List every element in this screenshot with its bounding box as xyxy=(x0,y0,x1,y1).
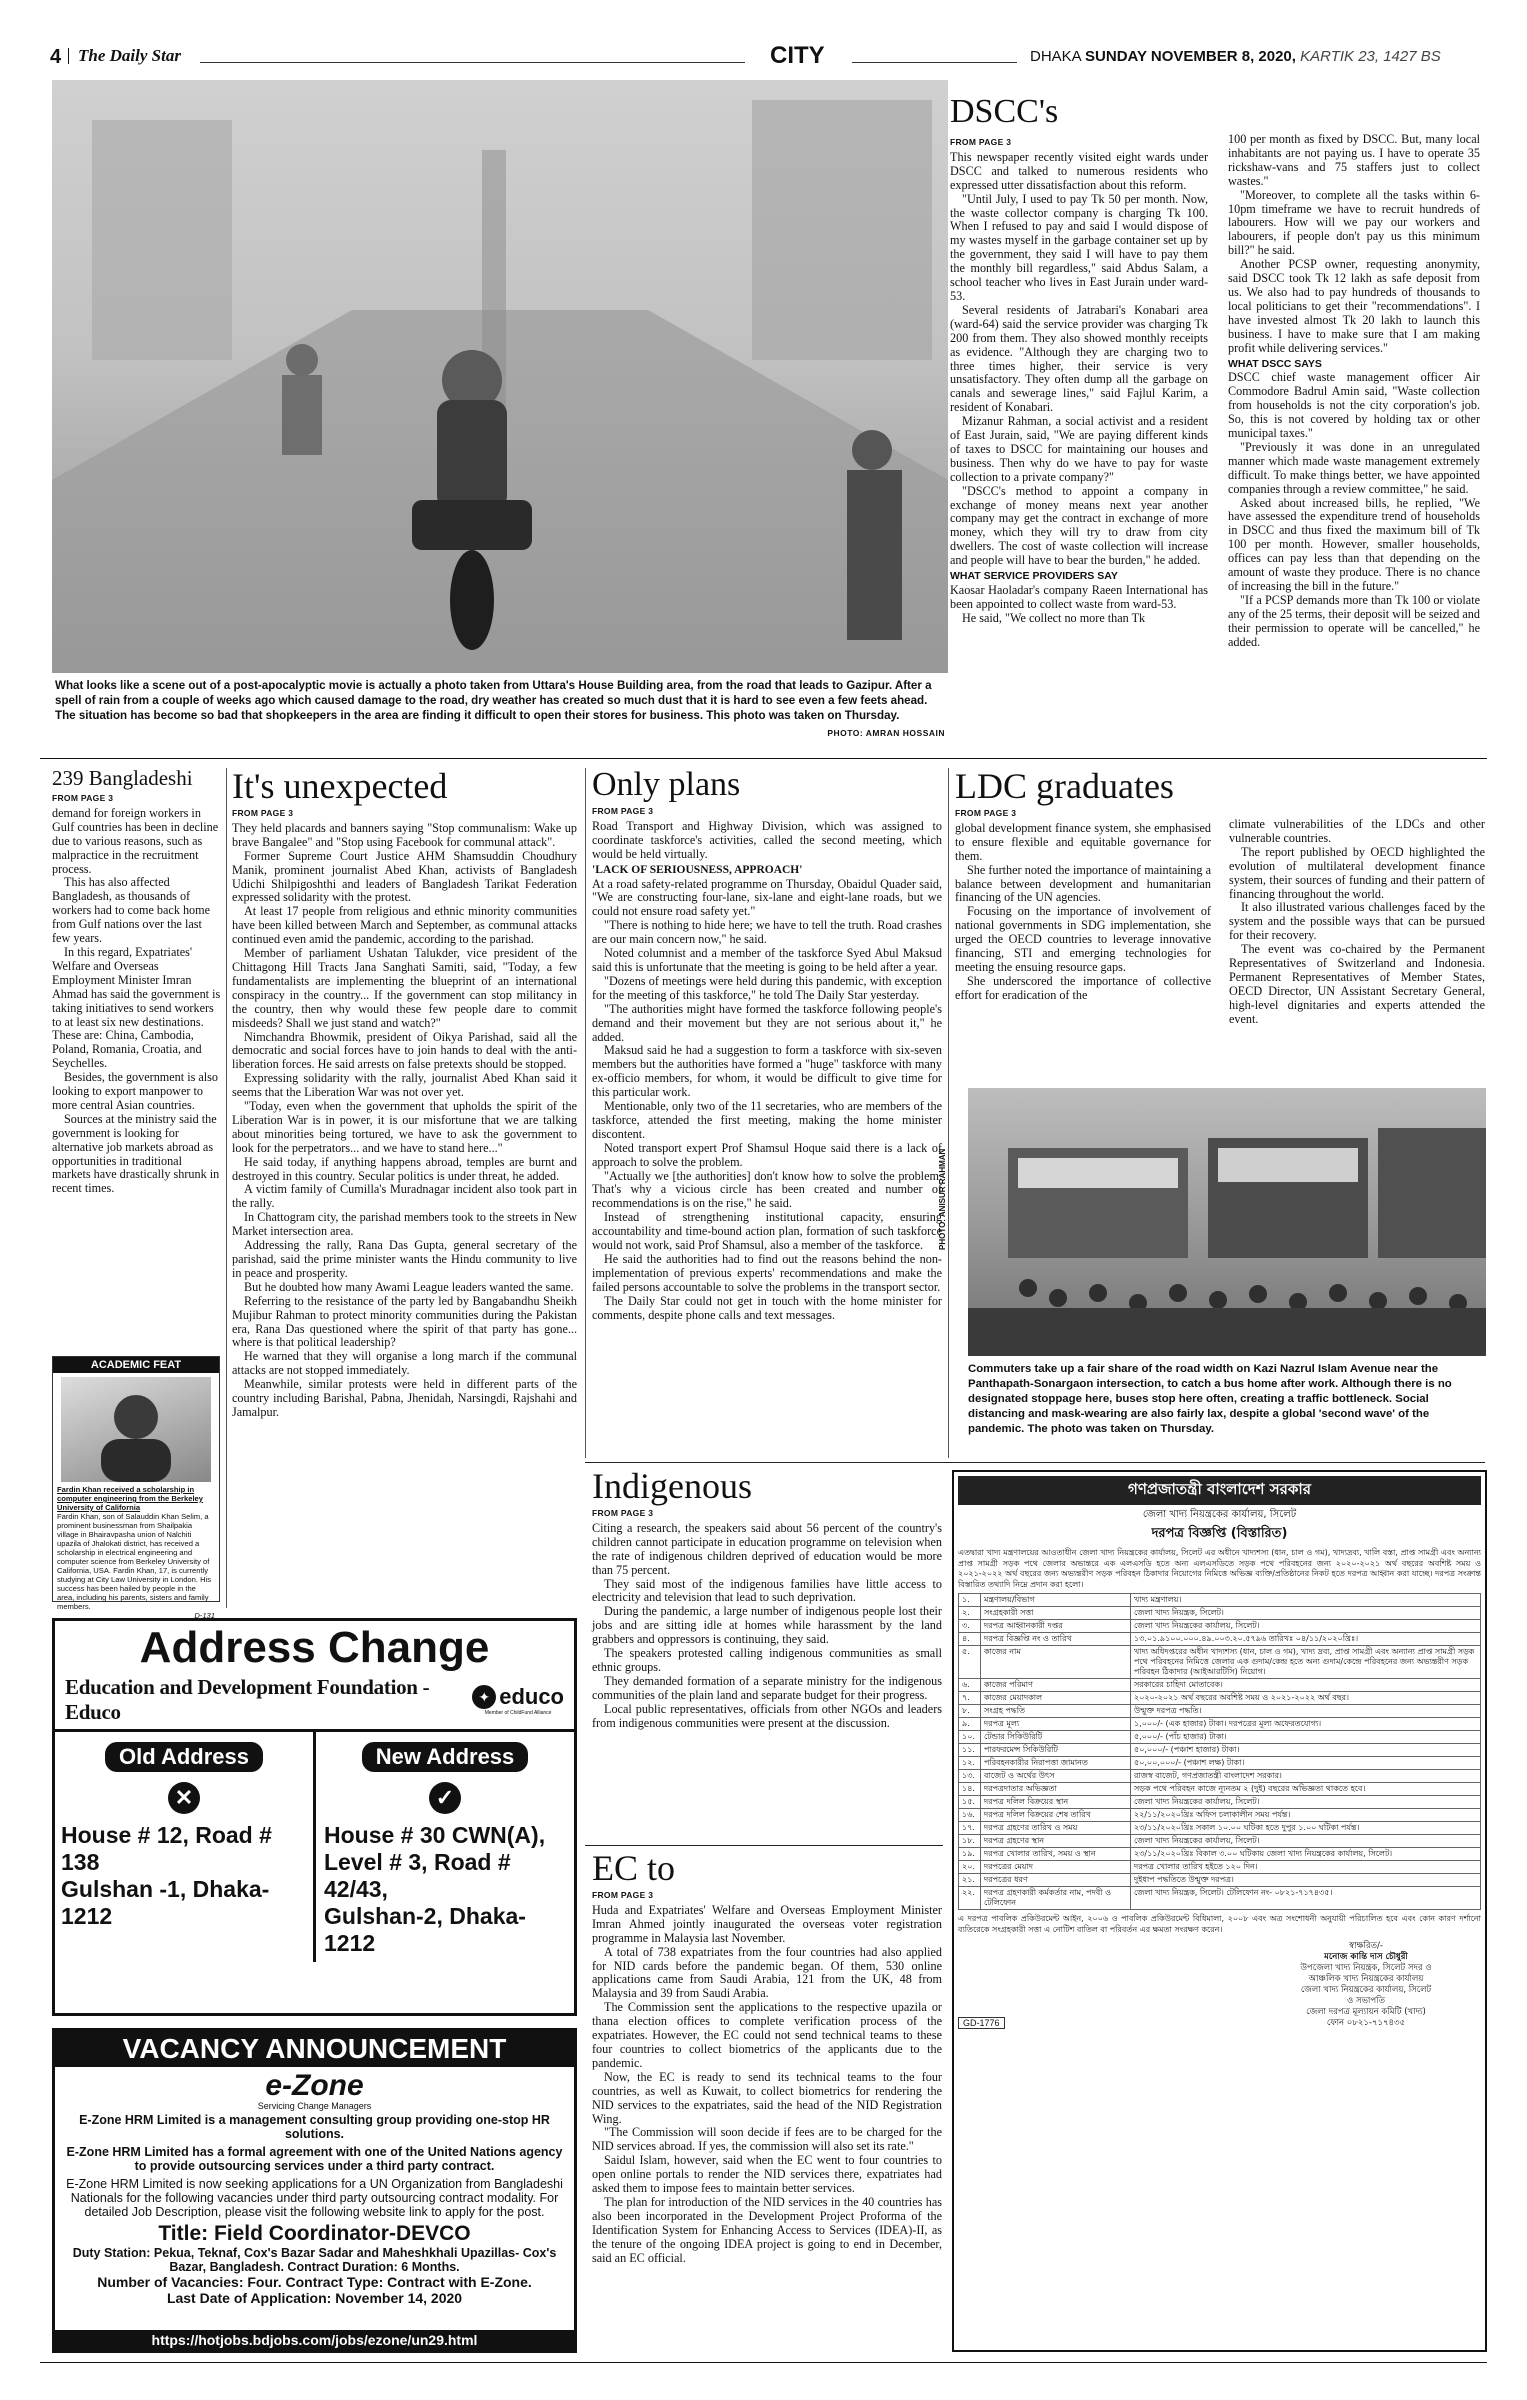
plans-para: Noted transport expert Prof Shamsul Hoque said there is a lack of approach to solve the problem. xyxy=(592,1140,942,1169)
tender-cell-value: জেলা খাদ্য নিয়ন্ত্রক, সিলেট। টেলিফোন নং- ০৮২১-৭১৭৪৩৫। xyxy=(1131,1887,1481,1910)
ldc-para: climate vulnerabilities of the LDCs and other vulnerable countries. xyxy=(1229,817,1485,845)
old-address-line: House # 12, Road # 138 xyxy=(61,1822,272,1875)
page-bottom-rule xyxy=(40,2362,1487,2363)
tender-row xyxy=(959,1731,1481,1744)
tender-cell-num: ১৭. xyxy=(959,1822,981,1835)
b239-para: Sources at the ministry said the government is looking for alternative job markets abroad as opportunities in traditional markets have drastically shrunk in recent times. xyxy=(52,1111,220,1196)
ecto-para: Saidul Islam, however, said when the EC went to four countries to open online portals to render the NID services there, expatriates had asked them to impose fees to maintain better services. xyxy=(592,2153,942,2196)
address-change-ad xyxy=(52,1618,577,2016)
tender-cell-value: সরকারের চাহিদা মোতাবেক। xyxy=(1131,1679,1481,1692)
address-ad-title: Address Change xyxy=(139,1623,490,1672)
lead-photo-caption xyxy=(55,678,945,741)
tender-row xyxy=(959,1874,1481,1887)
vacancy-para: E-Zone HRM Limited is now seeking applications for a UN Organization from Bangladeshi Nationals for the following vacancies under third party outsourcing contract modality. For detailed Job Description, please visit the following website link to apply for the post. xyxy=(66,2177,563,2219)
tender-cell-value: জেলা খাদ্য নিয়ন্ত্রকের কার্যালয়, সিলেট। xyxy=(1131,1835,1481,1848)
tender-row xyxy=(959,1692,1481,1705)
ldc-para: The event was co-chaired by the Permanent Representatives of Switzerland and Indonesia. Permanent Representatives of Member States, OECD Director, UN Assistant Secretary General, high-level dignitaries and experts attended the event. xyxy=(1229,942,1485,1026)
header-rule-left xyxy=(200,62,745,63)
b239-para: In this regard, Expatriates' Welfare and Overseas Employment Minister Imran Ahmad has said the government is taking initiatives to send workers to at least six new destinations. These are: China, Cambodia, Poland, Romania, Croatia, and Seychelles. xyxy=(52,944,221,1071)
ldc-para: The report published by OECD highlighted the evolution of multilateral development finance system, their sources of funding and their pattern of financing throughout the world. xyxy=(1229,844,1485,901)
b239-para: This has also affected Bangladesh, as thousands of workers had to come back home from Gulf nations over the last few years. xyxy=(52,875,211,946)
educo-tagline: Member of ChildFund Alliance xyxy=(484,1710,552,1716)
dscc-para: Asked about increased bills, he replied, "We have assessed the expenditure trend of households in DSCC and thus fixed the maximum bill of Tk 100 per month. However, smaller households, offices can pay less than that depending on the amount of waste they produce. There is no chance of increasing the bill in the future." xyxy=(1228,495,1480,593)
tender-row xyxy=(959,1620,1481,1633)
tender-cell-value: রাজস্ব বাজেট, গণপ্রজাতন্ত্রী বাংলাদেশ সরকার। xyxy=(1131,1770,1481,1783)
plans-para: Instead of strengthening institutional capacity, ensuring accountability and time-bound action plan, formation of such taskforce would not work, said Prof Shamsul, also a member of the taskforce. xyxy=(592,1210,942,1253)
tender-cell-label: কাজের নাম xyxy=(981,1646,1131,1679)
unexpected-from: FROM PAGE 3 xyxy=(232,808,294,818)
lead-photo-credit: PHOTO: AMRAN HOSSAIN xyxy=(827,728,945,738)
tender-row xyxy=(959,1679,1481,1692)
tender-cell-label: সংগ্রহকারী সত্তা xyxy=(981,1607,1131,1620)
tender-cell-num: ১২. xyxy=(959,1757,981,1770)
tender-cell-value: ৫,০০০/- (পাঁচ হাজার) টাকা। xyxy=(1131,1731,1481,1744)
tender-government: গণপ্রজাতন্ত্রী বাংলাদেশ সরকার xyxy=(958,1476,1481,1505)
page-header xyxy=(40,40,1487,72)
dscc-subhead: WHAT DSCC SAYS xyxy=(1228,357,1322,370)
feat-portrait xyxy=(61,1377,211,1482)
masthead-logo: The Daily Star xyxy=(78,46,181,65)
tender-cell-num: ২১. xyxy=(959,1874,981,1887)
ldc-para: She underscored the importance of collective effort for eradication of the xyxy=(955,973,1211,1002)
plans-para: "The authorities might have formed the taskforce following people's demand and their movement but they are not serious about it," he added. xyxy=(592,1001,942,1044)
dscc-col2 xyxy=(1228,133,1480,650)
tender-cell-num: ২. xyxy=(959,1607,981,1620)
tender-cell-num: ৬. xyxy=(959,1679,981,1692)
unexpected-para: In Chattogram city, the parishad members took to the streets in New Market intersection area. xyxy=(232,1210,577,1239)
tender-row xyxy=(959,1770,1481,1783)
plans-subhead: 'LACK OF SERIOUSNESS, APPROACH' xyxy=(592,863,803,876)
ecto-from: FROM PAGE 3 xyxy=(592,1890,654,1900)
tender-cell-value: ৫০,০০,০০০/- (পঞ্চাশ লক্ষ) টাকা। xyxy=(1131,1757,1481,1770)
feat-text: Fardin Khan, son of Salauddin Khan Selim, a prominent businessman from Shailpakia village in Bhairavpasha union of Nalchiti upazila of Jhalokati district, has received a scholarship in electrical engineering and computer science from Berkeley University of California, USA. Fardin Khan, 17, is currently studying at City Law University in London. His success has been hailed by people in the area, including his parents, sisters and family members. xyxy=(57,1512,212,1611)
tender-row xyxy=(959,1607,1481,1620)
indigenous-para: The speakers protested calling indigenous communities as small ethnic groups. xyxy=(592,1646,942,1674)
tender-cell-label: দরপত্র আহ্বানকারী দপ্তর xyxy=(981,1620,1131,1633)
tender-cell-value: ৫০,০০০/- (পঞ্চাশ হাজার) টাকা। xyxy=(1131,1744,1481,1757)
col-divider xyxy=(585,768,586,1458)
plans-para: "Actually we [the authorities] don't know how to solve the problem. That's why a vicious circle has been created and number of recommendations is on the rise," he said. xyxy=(592,1168,942,1211)
tender-cell-num: ৮. xyxy=(959,1705,981,1718)
tender-cell-num: ১৫. xyxy=(959,1796,981,1809)
plans-body xyxy=(592,805,942,1323)
b239-para: Besides, the government is also looking to export manpower to more central Asian countries. xyxy=(52,1070,219,1112)
tender-cell-label: দরপত্র মূল্য xyxy=(981,1718,1131,1731)
article-its-unexpected xyxy=(232,768,577,1420)
signature-line: ফোন ০৮২১-৭১৭৪৩৫ xyxy=(1326,2018,1406,2028)
academic-feat-box xyxy=(52,1356,220,1620)
tender-intro: এতদ্বারা খাদ্য মন্ত্রণালয়ের আওতাধীন জেলা খাদ্য নিয়ন্ত্রকের কার্যালয়, সিলেট এর অধীনে খাদ্যশস্য (ধান, চাল ও গম), খাদ্যদ্রব্য, খালি বস্তা, প্রাপ্ত সামগ্রী এবং অন্যান্য প্রাপ্ত সামগ্রী সড়ক পথে জেলার অভ্যন্তরে এক এলএসডি হতে অন্য এলএসডিতে সড়ক পথে পরিবহনের জন্য ২০২০-২০২১ অর্থ বছরের অবশিষ্ট সময় ও ২০২১-২০২২ অর্থ বছরের জন্য অভ্যন্তরীণ সড়ক পরিবহন ঠিকাদার নিয়োগের নিমিত্তে অভিজ্ঞ ব্যক্তি/প্রতিষ্ঠানের নিকট হতে দরপত্র আহ্বান করা যাচ্ছে। দরপত্র সংক্রান্ত বিস্তারিত তথ্যাদি নিম্নে প্রদান করা হলো। xyxy=(958,1548,1481,1589)
tender-cell-num: ১৯. xyxy=(959,1848,981,1861)
ecto-para: Huda and Expatriates' Welfare and Overseas Employment Minister Imran Ahmed jointly inaugurated the overseas voter registration programme in Malaysia last November. xyxy=(592,1902,942,1945)
tender-row xyxy=(959,1705,1481,1718)
plans-para: At a road safety-related programme on Thursday, Obaidul Quader said, "We are constructing four-lane, six-lane and eight-lane roads, but we could not ensure road safety yet." xyxy=(592,876,942,919)
tender-cell-label: বাজেট ও অর্থের উৎস xyxy=(981,1770,1131,1783)
plans-para: Mentionable, only two of the 11 secretaries, who are members of the taskforce, attended the first meeting, making the home minister discontent. xyxy=(592,1099,942,1141)
signature-line: উপজেলা খাদ্য নিয়ন্ত্রক, সিলেট সদর ও xyxy=(1300,1963,1432,1973)
dscc-para: Another PCSP owner, requesting anonymity, said DSCC took Tk 12 lakh as safe deposit from us. We also had to pay hundreds of thousands to local politicians to get their "recommendations". I have invested almost Tk 20 lakh to launch this business. I have to make sure that I am making profit while delivering services." xyxy=(1228,257,1480,355)
dateline xyxy=(1030,48,1441,65)
tender-row xyxy=(959,1887,1481,1910)
dscc-para: "If a PCSP demands more than Tk 100 or violate any of the 25 terms, their deposit will be seized and their permission to operate will be cancelled," he added. xyxy=(1228,592,1480,649)
unexpected-headline: It's unexpected xyxy=(232,766,448,806)
dscc-from: FROM PAGE 3 xyxy=(950,137,1012,147)
tender-cell-num: ২০. xyxy=(959,1861,981,1874)
indigenous-para: They said most of the indigenous families have little access to electricity and television that lead to such deprivation. xyxy=(592,1576,942,1605)
tender-cell-value: ২৩/১১/২০২০খ্রিঃ সকাল ১০.০০ ঘটিকা হতে দুপুর ১.০০ ঘটিকা পর্যন্ত। xyxy=(1131,1822,1481,1835)
dscc-para: Mizanur Rahman, a social activist and a resident of East Jurain, said, "We are paying different kinds of taxes to DSCC for maintaining our houses and business. Then why do we have to pay for waste collection to a private company?" xyxy=(950,414,1208,484)
ldc-para: global development finance system, she emphasised to ensure flexible and equitable governance for them. xyxy=(955,820,1211,863)
vacancy-para: E-Zone HRM Limited has a formal agreement with one of the United Nations agency to provide outsourcing services under a third party contract. xyxy=(66,2145,563,2173)
address-ad-org: Education and Development Foundation - Educo xyxy=(65,1675,430,1724)
dateline-city: DHAKA xyxy=(1030,48,1086,65)
plans-para: "Dozens of meetings were held during this pandemic, with exception for the meeting of this taskforce," he told The Daily Star yesterday. xyxy=(592,973,942,1002)
ldc-col2 xyxy=(1229,804,1485,1027)
dscc-para: "Until July, I used to pay Tk 50 per month. Now, the waste collector company is charging Tk 100. When I refused to pay and said I would dispose of my wastes myself in the garbage container set up by the government, they said I will have to pay them the monthly bill regardless," said Abdus Salam, a school teacher who lives in East Jurain under ward-53. xyxy=(950,191,1208,303)
tender-cell-label: পরিবহনকারীর নিরাপত্তা জামানত xyxy=(981,1757,1131,1770)
old-address-panel xyxy=(55,1732,313,1962)
unexpected-para: "Today, even when the government that upholds the spirit of the Liberation War is in power, it is our misfortune that we are talking about minorities being tortured, we have to ask the government to look for the perpetrators... and we have to stand here..." xyxy=(232,1099,577,1155)
indigenous-para: During the pandemic, a large number of indigenous people lost their jobs and are sitting idle at homes while harassment by the land grabbers and oppressors is continuing, they said. xyxy=(592,1604,942,1647)
unexpected-para: Former Supreme Court Justice AHM Shamsuddin Choudhury Manik, prominent journalist Abed Khan, activists of Bangladesh Udichi Shilpigoshthi and leaders of Bangladesh Tarikat Federation expressed solidarity with the protest. xyxy=(232,848,577,905)
plans-para: Maksud said he had a suggestion to form a taskforce with six-seven members but the authorities have formed a "huge" taskforce with many ex-officio members, for whom, it would be difficult to give time for this particular work. xyxy=(592,1043,942,1100)
article-239-bangladeshi xyxy=(52,768,222,1196)
educo-logo xyxy=(472,1684,564,1716)
tender-cell-label: কাজের পরিমাণ xyxy=(981,1679,1131,1692)
vacancy-last-date: Last Date of Application: November 14, 2020 xyxy=(166,2290,463,2306)
tender-row xyxy=(959,1796,1481,1809)
signature-line: মনোজ কান্তি দাস চৌধুরী xyxy=(1324,1952,1408,1962)
ecto-para: "The Commission will soon decide if fees are to be charged for the NID services abroad. If yes, the commission will also set its rate." xyxy=(592,2125,942,2154)
tender-cell-value: জেলা খাদ্য নিয়ন্ত্রকের কার্যালয়, সিলেট। xyxy=(1131,1620,1481,1633)
dscc-para: "Previously it was done in an unregulated manner which made waste management extremely difficult. To make things better, we have appointed companies through a review committee," he said. xyxy=(1228,439,1480,496)
plans-para: He said the authorities had to find out the reasons behind the non-implementation of previous experts' recommendations and make the failed persons accountable to solve the problems in the transport sector. xyxy=(592,1252,942,1294)
tender-row xyxy=(959,1646,1481,1679)
tender-cell-value: খাদ্য মন্ত্রণালয়। xyxy=(1131,1594,1481,1607)
signature-line: স্বাক্ষরিত/- xyxy=(1349,1941,1383,1951)
tender-cell-value: জেলা খাদ্য নিয়ন্ত্রকের কার্যালয়, সিলেট। xyxy=(1131,1796,1481,1809)
ldc-para: She further noted the importance of maintaining a balance between development and humanitarian financing of the UN agencies. xyxy=(955,862,1211,905)
section-name: CITY xyxy=(770,42,825,69)
b239-from: FROM PAGE 3 xyxy=(52,793,114,803)
vacancy-ad xyxy=(52,2028,577,2353)
new-address-panel xyxy=(316,1732,574,1962)
bus-photo-caption: Commuters take up a fair share of the road width on Kazi Nazrul Islam Avenue near the Panthapath-Sonargaon intersection, to catch a bus home after work. Although there is no designated stoppage here, buses stop here often, creating a traffic bottleneck. Social distancing and mask-wearing are also fairly lax, despite a global 'second wave' of the pandemic. The photo was taken on Thursday. xyxy=(968,1363,1452,1435)
tender-cell-label: দরপত্র বিজ্ঞপ্তি নং ও তারিখ xyxy=(981,1633,1131,1646)
tender-cell-num: ২২. xyxy=(959,1887,981,1910)
plans-para: The Daily Star could not get in touch with the home minister for comments, despite phone calls and text messages. xyxy=(592,1293,942,1322)
bus-crowd-illustration xyxy=(968,1088,1486,1356)
tender-cell-num: ১. xyxy=(959,1594,981,1607)
vacancy-job-title: Title: Field Coordinator-DEVCO xyxy=(158,2222,471,2245)
indigenous-from: FROM PAGE 3 xyxy=(592,1508,654,1518)
signature-line: আঞ্চলিক খাদ্য নিয়ন্ত্রকের কার্যালয় xyxy=(1308,1974,1424,1984)
ecto-para: A total of 738 expatriates from the four countries had also applied for NID cards before the pandemic began. Of them, 530 online applications came from Saudi Arabia, 121 from the UK, 48 from Malaysia and 39 from Saudi Arabia. xyxy=(592,1944,942,2001)
unexpected-para: He warned that they will organise a long march if the communal attacks are not stopped immediately. xyxy=(232,1349,577,1378)
unexpected-para: Member of parliament Ushatan Talukder, vice president of the Chittagong Hill Tracts Jana Sanghati Samiti, said, "Today, a few fundamentalists are implementing the blueprint of an international conspiracy in the country... If the government can stop militancy in the country, then why would these few people dare to commit misdeeds? Shall we just stand and watch?" xyxy=(232,946,577,1030)
tender-cell-label: দরপত্রের ধরণ xyxy=(981,1874,1131,1887)
new-address-label: New Address xyxy=(362,1742,529,1772)
header-divider xyxy=(68,48,69,64)
ecto-headline: EC to xyxy=(592,1848,676,1888)
ecto-para: The Commission sent the applications to the respective upazila or thana election offices to complete verification process of the expatriates. However, the EC could not send technical teams to these four countries to collect biometrics of the applicants due to the pandemic. xyxy=(592,2000,942,2070)
dscc-para: 100 per month as fixed by DSCC. But, many local inhabitants are not paying us. I have to operate 35 rickshaw-vans and 75 staffers just to collect wastes." xyxy=(1228,132,1480,188)
vacancy-number: Number of Vacancies: Four. Contract Type: Contract with E-Zone. xyxy=(97,2274,532,2290)
tender-cell-label: দরপত্র গ্রহণকারী কর্মকর্তার নাম, পদবী ও টেলিফোন xyxy=(981,1887,1131,1910)
dscc-col1 xyxy=(950,133,1208,650)
unexpected-para: Nimchandra Bhowmik, president of Oikya Parishad, said all the democratic and social forces have to join hands to deal with the anti-liberation forces. He said arrests on false pretexts should be stopped. xyxy=(232,1029,577,1072)
educo-wordmark: educo xyxy=(499,1684,564,1709)
tender-row xyxy=(959,1809,1481,1822)
plans-headline: Only plans xyxy=(592,766,741,803)
unexpected-para: Referring to the resistance of the party led by Bangabandhu Sheikh Mujibur Rahman to protect minority communities during the Pakistan era, Rana Das questioned where the spirit of that party has gone... where is that political leadership? xyxy=(232,1293,577,1350)
b239-body xyxy=(52,792,222,1196)
dusty-road-illustration xyxy=(52,80,948,673)
signature-line: জেলা খাদ্য নিয়ন্ত্রকের কার্যালয়, সিলেট xyxy=(1300,1985,1432,1995)
new-address-line: Level # 3, Road # 42/43, xyxy=(324,1849,511,1902)
unexpected-para: At least 17 people from religious and ethnic minority communities have been killed between March and September, as communal attacks continued even amid the pandemic, according to the parishad. xyxy=(232,904,577,947)
tender-cell-label: সংগ্রহ পদ্ধতি xyxy=(981,1705,1131,1718)
tender-cell-num: ৯. xyxy=(959,1718,981,1731)
tender-cell-value: জেলা খাদ্য নিয়ন্ত্রক, সিলেট। xyxy=(1131,1607,1481,1620)
tender-row xyxy=(959,1835,1481,1848)
ecto-para: Now, the EC is ready to send its technical teams to the four countries, as well as Kuwait, to collect biometrics for rendering the NID services to the expatriates, said the head of the NID Registration Wing. xyxy=(592,2069,942,2126)
dscc-subhead: WHAT SERVICE PROVIDERS SAY xyxy=(950,570,1118,583)
tender-cell-value: দরপত্র খোলার তারিখ হইতে ১২০ দিন। xyxy=(1131,1861,1481,1874)
vacancy-para: E-Zone HRM Limited is a management consulting group providing one-stop HR solutions. xyxy=(79,2113,550,2141)
tender-cell-value: সড়ক পথে পরিবহন কাজে ন্যূনতম ২ (দুই) বছরের অভিজ্ঞতা থাকতে হবে। xyxy=(1131,1783,1481,1796)
vacancy-title: VACANCY ANNOUNCEMENT xyxy=(55,2031,574,2067)
tender-code: GD-1776 xyxy=(958,2017,1005,2029)
tender-cell-num: ১০. xyxy=(959,1731,981,1744)
ezone-logo xyxy=(55,2071,574,2111)
ezone-tagline: Servicing Change Managers xyxy=(257,2101,372,2111)
ecto-body xyxy=(592,1889,942,2265)
new-address-line: Gulshan-2, Dhaka-1212 xyxy=(324,1903,526,1956)
tender-row xyxy=(959,1757,1481,1770)
tender-cell-num: ১১. xyxy=(959,1744,981,1757)
unexpected-para: They held placards and banners saying "Stop communalism: Wake up brave Bangalee" and "Stop using Facebook for communal attack". xyxy=(232,820,577,849)
dscc-para: Several residents of Jatrabari's Konabari area (ward-64) said the service provider was charging Tk 200 from them. They also showed monthly receipts as evidence. "Although they are charging two to three times higher, their service is very unsatisfactory. They often dump all the garbage on canals and sewerage lines," said Fajlul Karim, a resident of Konabari. xyxy=(950,302,1208,415)
tender-notice xyxy=(952,1470,1487,2352)
lead-photo xyxy=(52,80,948,673)
tender-cell-num: ১৩. xyxy=(959,1770,981,1783)
indigenous-para: Local public representatives, officials from other NGOs and leaders from indigenous communities were present at the discussion. xyxy=(592,1701,942,1730)
lead-caption-text: What looks like a scene out of a post-apocalyptic movie is actually a photo taken from Uttara's House Building area, from the road that leads to Gazipur. After a spell of rain from a couple of weeks ago which caused damage to the road, dry weather has created so much dust that it is hard to see even a few feets ahead. The situation has become so bad that shopkeepers in the area are finding it difficult to open their stores for business. This photo was taken on Thursday. xyxy=(55,679,932,722)
bus-photo-credit: PHOTO: ANISUR RAHMAN xyxy=(938,1148,947,1250)
unexpected-para: He said today, if anything happens abroad, temples are burnt and destroyed in this country. Secular politics is under threat, he added. xyxy=(232,1154,577,1183)
tender-cell-value: খাদ্য অধিদপ্তরের অধীন খাদ্যশস্য (ধান, চাল ও গম), খাদ্য দ্রব্য, প্রাপ্ত সামগ্রী এবং অন্যান্য প্রাপ্ত সামগ্রী সড়ক পথে পরিবহনের নিমিত্তে জেলার এক গুদাম/কেন্দ্র হতে অন্য গুদাম/কেন্দ্রে পরিবহনের জন্য অভ্যন্তরীণ সড়ক পরিবহন ঠিকাদার (আইআরটিসি) নিয়োগ। xyxy=(1131,1646,1481,1679)
tender-row xyxy=(959,1633,1481,1646)
unexpected-para: A victim family of Cumilla's Muradnagar incident also took part in the rally. xyxy=(232,1182,577,1211)
tender-cell-num: ৭. xyxy=(959,1692,981,1705)
dscc-para: "DSCC's method to appoint a company in exchange of money means next year another company may get the contract in exchange of more money, which they will try to draw from city dwellers. The cost of waste collection will increase and people will have to bear the burden," he added. xyxy=(950,483,1208,568)
article-only-plans xyxy=(592,768,942,1323)
article-indigenous xyxy=(592,1468,942,1731)
article-ldc-graduates xyxy=(955,768,1485,1027)
dscc-para: He said, "We collect no more than Tk xyxy=(962,610,1146,625)
tender-title: দরপত্র বিজ্ঞপ্তি (বিস্তারিত) xyxy=(1151,1526,1288,1541)
tender-cell-label: দরপত্র খোলার তারিখ, সময় ও স্থান xyxy=(981,1848,1131,1861)
row-divider xyxy=(585,1845,943,1846)
tender-cell-label: দরপত্র গ্রহণের স্থান xyxy=(981,1835,1131,1848)
tender-cell-label: দরপত্র গ্রহণের তারিখ ও সময় xyxy=(981,1822,1131,1835)
tender-cell-num: ৫. xyxy=(959,1646,981,1679)
article-dscc xyxy=(950,95,1480,650)
unexpected-body xyxy=(232,807,577,1420)
tender-table xyxy=(958,1593,1481,1910)
bus-photo xyxy=(968,1088,1486,1356)
tender-cell-value: উন্মুক্ত দরপত্র পদ্ধতি। xyxy=(1131,1705,1481,1718)
vacancy-url[interactable]: https://hotjobs.bdjobs.com/jobs/ezone/un29.html xyxy=(55,2330,574,2350)
tender-cell-num: ১৪. xyxy=(959,1783,981,1796)
old-address-label: Old Address xyxy=(105,1742,263,1772)
cross-icon: ✕ xyxy=(168,1782,200,1814)
tender-cell-label: পারফরমেন্স সিকিউরিটি xyxy=(981,1744,1131,1757)
tender-row xyxy=(959,1744,1481,1757)
signature-line: জেলা দরপত্র মূল্যায়ন কমিটি (খাদ্য) xyxy=(1306,2007,1426,2017)
tender-office: জেলা খাদ্য নিয়ন্ত্রকের কার্যালয়, সিলেট xyxy=(1142,1509,1297,1520)
page-number: 4 xyxy=(50,46,62,68)
b239-headline: 239 Bangladeshi xyxy=(52,766,193,790)
feat-bold: Fardin Khan received a scholarship in computer engineering from the Berkeley University of California xyxy=(57,1485,204,1512)
tender-footnote: এ দরপত্র পাবলিক প্রকিউরমেন্ট আইন, ২০০৬ ও পাবলিক প্রকিউরমেন্ট বিধিমালা, ২০০৮ এবং অত্র সংশোধনী অনুযায়ী পরিচালিত হবে এবং কোন কারণ দর্শানো ব্যতিরেকে সংগ্রহকারী সত্তা এ নোটিশ বাতিল বা পরিবর্তন এর ক্ষমতা সংরক্ষণ করেন। xyxy=(958,1914,1481,1934)
tender-cell-value: ২৩/১১/২০২০খ্রিঃ বিকাল ৩.০০ ঘটিকায় জেলা খাদ্য নিয়ন্ত্রকের কার্যালয়, সিলেট। xyxy=(1131,1848,1481,1861)
signature-line: ও সভাপতি xyxy=(1347,1996,1385,2006)
row-divider xyxy=(40,758,1487,759)
tender-row xyxy=(959,1861,1481,1874)
tender-cell-label: কাজের মেয়াদকাল xyxy=(981,1692,1131,1705)
article-ec-to xyxy=(592,1850,942,2265)
tender-cell-value: ২০২০-২০২১ অর্থ বছরের অবশিষ্ট সময় ও ২০২১-২০২২ অর্থ বছর। xyxy=(1131,1692,1481,1705)
tender-cell-num: ৪. xyxy=(959,1633,981,1646)
tender-cell-num: ১৮. xyxy=(959,1835,981,1848)
dscc-para: Kaosar Haoladar's company Raeen International has been appointed to collect waste from ward-53. xyxy=(950,583,1208,611)
new-address-line: House # 30 CWN(A), xyxy=(324,1822,546,1848)
plans-para: "There is nothing to hide here; we have to tell the truth. Road crashes are our main concern now," he said. xyxy=(592,918,943,947)
col-divider xyxy=(948,768,949,1458)
tender-cell-num: ৩. xyxy=(959,1620,981,1633)
feat-title: ACADEMIC FEAT xyxy=(53,1357,219,1373)
ldc-from: FROM PAGE 3 xyxy=(955,808,1017,818)
unexpected-para: But he doubted how many Awami League leaders wanted the same. xyxy=(244,1279,574,1294)
tender-cell-label: দরপত্র দলিল বিক্রয়ের স্থান xyxy=(981,1796,1131,1809)
tender-cell-label: টেন্ডার সিকিউরিটি xyxy=(981,1731,1131,1744)
ecto-para: The plan for introduction of the NID services in the 40 countries has also been incorporated in the Development Project Proforma of the Identification System for Enhancing Access to Services (IDEA)-II, as the tenure of the ongoing IDEA project is going to end in December, said an EC official. xyxy=(592,2194,942,2265)
row-divider xyxy=(585,1462,1485,1463)
b239-para: demand for foreign workers in Gulf countries has been in decline due to various reasons, such as malpractice in the recruitment process. xyxy=(52,805,219,876)
ezone-wordmark: e-Zone xyxy=(265,2069,364,2102)
check-icon: ✓ xyxy=(429,1782,461,1814)
old-address-line: Gulshan -1, Dhaka-1212 xyxy=(61,1876,270,1929)
unexpected-para: Meanwhile, similar protests were held in different parts of the country including Barishal, Pabna, Jhenidah, Narsingdi, Rajshahi and Jamalpur. xyxy=(232,1377,577,1419)
indigenous-headline: Indigenous xyxy=(592,1466,752,1506)
ldc-col1 xyxy=(955,804,1211,1027)
indigenous-para: Citing a research, the speakers said about 56 percent of the country's children cannot participate in education programme on television when the rate of indigenous children deprived of education would be more than 75 percent. xyxy=(592,1520,942,1577)
dateline-date: SUNDAY NOVEMBER 8, 2020, xyxy=(1085,48,1296,65)
ldc-para: It also illustrated various challenges faced by the system and the possible ways that can be pursued for their recovery. xyxy=(1229,900,1485,943)
tender-cell-value: ২২/১১/২০২০খ্রিঃ অফিস চলাকালীন সময় পর্যন্ত। xyxy=(1131,1809,1481,1822)
portrait-illustration xyxy=(61,1377,211,1482)
tender-signature xyxy=(1251,1941,1481,2029)
unexpected-para: Expressing solidarity with the rally, journalist Abed Khan said it seems that the Liberation War was not over yet. xyxy=(232,1071,577,1100)
indigenous-para: They demanded formation of a separate ministry for the indigenous communities of the plain land and separate budget for their progress. xyxy=(592,1673,942,1702)
dscc-headline: DSCC's xyxy=(950,93,1059,130)
tender-cell-num: ১৬. xyxy=(959,1809,981,1822)
educo-figure-icon: ✦ xyxy=(472,1685,496,1709)
plans-from: FROM PAGE 3 xyxy=(592,806,654,816)
tender-row xyxy=(959,1848,1481,1861)
col-divider xyxy=(226,768,227,1608)
dscc-para: "Moreover, to complete all the tasks within 6-10pm timeframe we have to recruit hundreds of labourers. How will we pay our workers and labourers, if people don't pay us this minimum bill?" he said. xyxy=(1228,187,1480,258)
tender-cell-label: মন্ত্রণালয়/বিভাগ xyxy=(981,1594,1131,1607)
header-rule-right xyxy=(852,62,1017,63)
tender-cell-label: দরপত্রের মেয়াদ xyxy=(981,1861,1131,1874)
dateline-bengali: KARTIK 23, 1427 BS xyxy=(1295,48,1441,65)
feat-code: D-131 xyxy=(194,1611,215,1620)
vacancy-duty: Duty Station: Pekua, Teknaf, Cox's Bazar Sadar and Maheshkhali Upazillas- Cox's Bazar, Bangladesh. Contract Duration: 6 Months. xyxy=(72,2246,557,2274)
ldc-para: Focusing on the importance of involvement of national governments in SDG implementation, she urged the OECD countries to leverage innovative financing, STI and emerging technologies for meeting the ensuing resource gaps. xyxy=(955,904,1211,974)
tender-row xyxy=(959,1783,1481,1796)
tender-cell-value: দুইধাপ পদ্ধতিতে উন্মুক্ত দরপত্র। xyxy=(1131,1874,1481,1887)
tender-row xyxy=(959,1822,1481,1835)
dscc-para: This newspaper recently visited eight wards under DSCC and talked to numerous residents who expressed utter dissatisfaction about this reform. xyxy=(950,149,1208,192)
plans-para: Road Transport and Highway Division, which was assigned to coordinate taskforce's activities, called the second meeting, which would be held virtually. xyxy=(592,818,942,861)
tender-cell-value: ১,০০০/- (এক হাজার) টাকা। দরপত্রের মূল্য অফেরতযোগ্য। xyxy=(1131,1718,1481,1731)
tender-row xyxy=(959,1594,1481,1607)
dscc-para: DSCC chief waste management officer Air Commodore Badrul Amin said, "Waste collection from households is not the city corporation's job. So, this is not covered by holding tax or other municipal taxes." xyxy=(1228,370,1480,441)
indigenous-body xyxy=(592,1507,942,1731)
unexpected-para: Addressing the rally, Rana Das Gupta, general secretary of the parishad, said the prime minister wants the Hindu community to live in peace and prosperity. xyxy=(232,1238,577,1280)
tender-cell-value: ১৩.০১.৯১০০.০০০.৪৯.০০৩.২০.৫৭৯৬ তারিখঃ ০৪/১১/২০২০খ্রিঃ। xyxy=(1131,1633,1481,1646)
ldc-headline: LDC graduates xyxy=(955,766,1174,806)
tender-row xyxy=(959,1718,1481,1731)
plans-para: Noted columnist and a member of the taskforce Syed Abul Maksud said this is unfortunate that the meeting is going to be held after a year. xyxy=(592,946,942,974)
tender-cell-label: দরপত্র দলিল বিক্রয়ের শেষ তারিখ xyxy=(981,1809,1131,1822)
tender-cell-label: দরপত্রদাতার অভিজ্ঞতা xyxy=(981,1783,1131,1796)
